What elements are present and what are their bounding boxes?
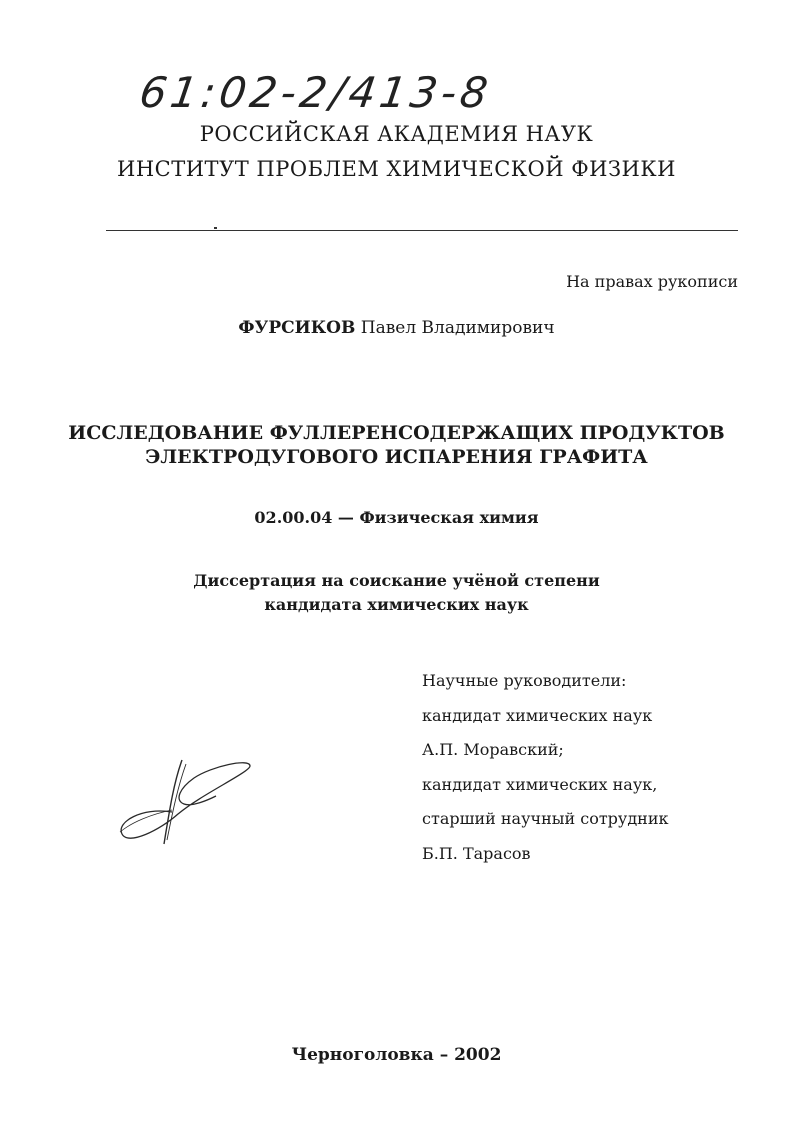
supervisor-line: Б.П. Тарасов (422, 843, 531, 863)
thesis-title-line-2: ЭЛЕКТРОДУГОВОГО ИСПАРЕНИЯ ГРАФИТА (145, 446, 648, 468)
author-surname: ФУРСИКОВ (238, 318, 356, 338)
institute-name: ИНСТИТУТ ПРОБЛЕМ ХИМИЧЕСКОЙ ФИЗИКИ (117, 157, 676, 181)
header-divider (106, 230, 738, 231)
degree-line-1: Диссертация на соискание учёной степени (193, 571, 600, 590)
author-given-names: Павел Владимирович (360, 318, 555, 338)
signature (112, 752, 262, 852)
supervisor-line: старший научный сотрудник (422, 809, 669, 828)
city-year: Черноголовка – 2002 (291, 1045, 502, 1065)
author-name (0, 318, 793, 338)
rights-note: На правах рукописи (566, 272, 738, 291)
supervisors-block (422, 671, 669, 878)
supervisor-line: А.П. Моравский; (422, 740, 564, 759)
supervisors-heading: Научные руководители: (422, 671, 627, 690)
archive-code: 61:02-2/413-8 (136, 68, 495, 117)
supervisor-line: кандидат химических наук (422, 705, 653, 725)
supervisor-line: кандидат химических наук, (422, 774, 658, 794)
scan-speck (214, 227, 217, 229)
academy-name: РОССИЙСКАЯ АКАДЕМИЯ НАУК (199, 122, 594, 146)
specialty: 02.00.04 — Физическая химия (254, 508, 539, 527)
degree-line-2: кандидата химических наук (264, 595, 529, 614)
thesis-title-line-1: ИССЛЕДОВАНИЕ ФУЛЛЕРЕНСОДЕРЖАЩИХ ПРОДУКТОВ (68, 422, 725, 444)
